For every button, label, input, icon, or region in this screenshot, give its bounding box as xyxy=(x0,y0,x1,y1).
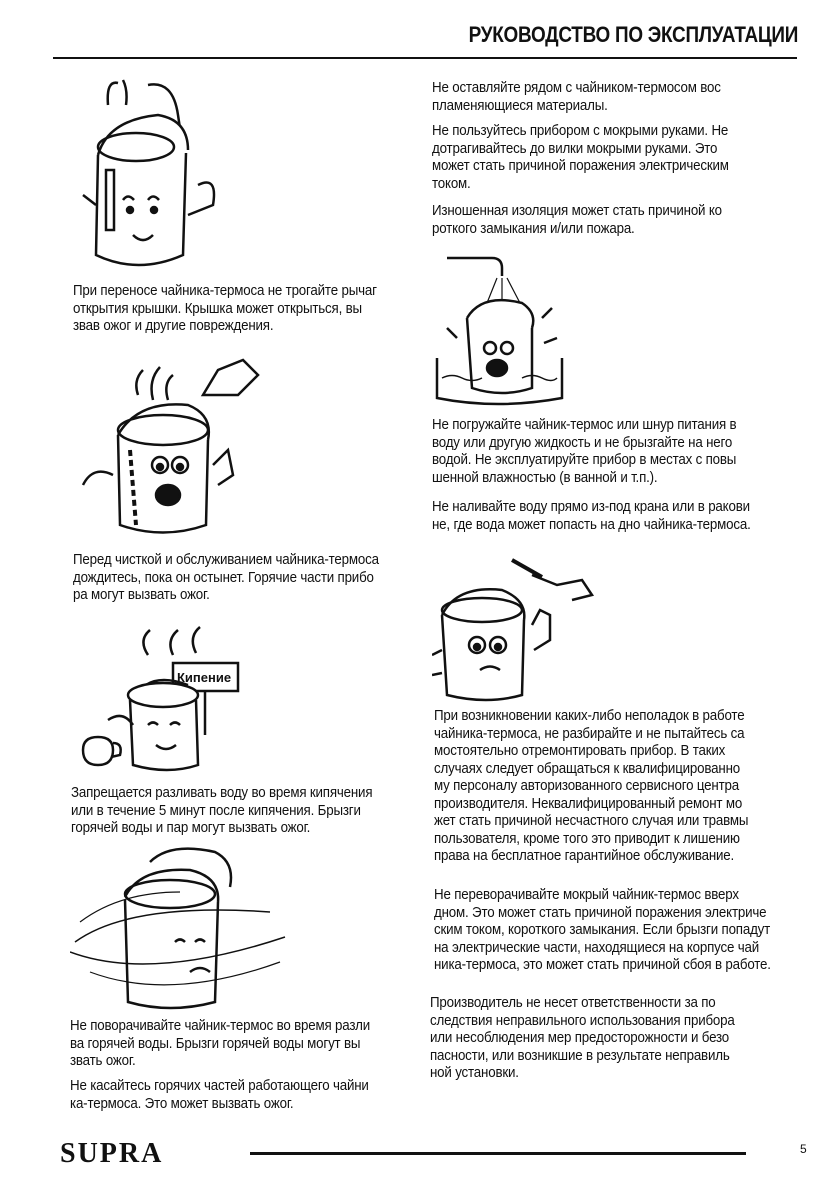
text-flammable-warning: Не оставляйте рядом с чайником-термосом вос пламеняющиеся материалы. xyxy=(432,80,721,114)
text-tap-warning: Не наливайте воду прямо из-под крана или в ракови не, где вода может попасть на дно чайника-термоса. xyxy=(432,499,751,533)
illustration-hot-steam xyxy=(78,355,333,535)
text-rotate-warning: Не поворачивайте чайник-термос во время разли ва горячей воды. Брызги горячей воды могут вы звать ожог. xyxy=(70,1018,370,1069)
footer-divider xyxy=(250,1152,746,1155)
illustration-repair-screwdriver xyxy=(432,555,597,705)
text-hot-parts-warning: Не касайтесь горячих частей работающего чайни ка-термоса. Это может вызвать ожог. xyxy=(70,1078,369,1112)
sign-boiling-label: Кипение xyxy=(177,670,232,685)
text-insulation-warning: Изношенная изоляция может стать причиной ко роткого замыкания и/или пожара. xyxy=(432,203,722,237)
illustration-rotating-kettle xyxy=(70,842,295,1012)
text-repair-warning: При возникновении каких-либо неполадок в работе чайника-термоса, не разбирайте и не пытайтесь са мостоятельно отремонтировать прибор. В таких случаях следует обращаться к квалифицированно му персоналу авторизованного сервисного центра производителя. Неквалифицированный ремонт мо жет стать причиной несчастного случая или травмы пользователя, кроме того это приводит к лишению права на бесплатное гарантийное обслуживание. xyxy=(434,708,749,864)
text-liability-notice: Производитель не несет ответственности за по следствия неправильного использования прибора или несоблюдения мер предосторожности и безо пасности, или возникшие в результате неправиль ной установки. xyxy=(430,995,735,1081)
text-cleaning-warning: Перед чисткой и обслуживанием чайника-термоса дождитесь, пока он остынет. Горячие части прибо ра могут вызвать ожог. xyxy=(73,552,379,603)
illustration-boiling xyxy=(78,625,253,775)
text-boiling-warning: Запрещается разливать воду во время кипячения или в течение 5 минут после кипячения. Брызги горячей воды и пар могут вызвать ожог. xyxy=(71,785,373,836)
text-immerse-warning: Не погружайте чайник-термос или шнур питания в воду или другую жидкость и не брызгайте на него водой. Не эксплуатируйте прибор в местах с повы шенной влажностью (в ванной и т.п.). xyxy=(432,417,737,486)
page-title: РУКОВОДСТВО ПО ЭКСПЛУАТАЦИИ xyxy=(468,22,798,47)
page-number: 5 xyxy=(800,1142,807,1156)
illustration-carry-kettle xyxy=(78,75,228,275)
illustration-water-tap xyxy=(432,248,567,408)
text-wet-hands-warning: Не пользуйтесь прибором с мокрыми руками. Не дотрагивайтесь до вилки мокрыми руками. Это может стать причиной поражения электрическим током. xyxy=(432,123,729,192)
brand-logo: SUPRA xyxy=(60,1138,164,1169)
text-carry-warning: При переносе чайника-термоса не трогайте рычаг открытия крышки. Крышка может открыться, вы звав ожог и другие повреждения. xyxy=(73,283,377,334)
text-upside-down-warning: Не переворачивайте мокрый чайник-термос вверх дном. Это может стать причиной поражения электриче ским током, короткого замыкания. Если брызги попадут на электрические части, находящиеся на корпусе чай ника-термоса, это может стать причиной сбоя в работе. xyxy=(434,887,771,973)
header-divider xyxy=(53,57,797,59)
